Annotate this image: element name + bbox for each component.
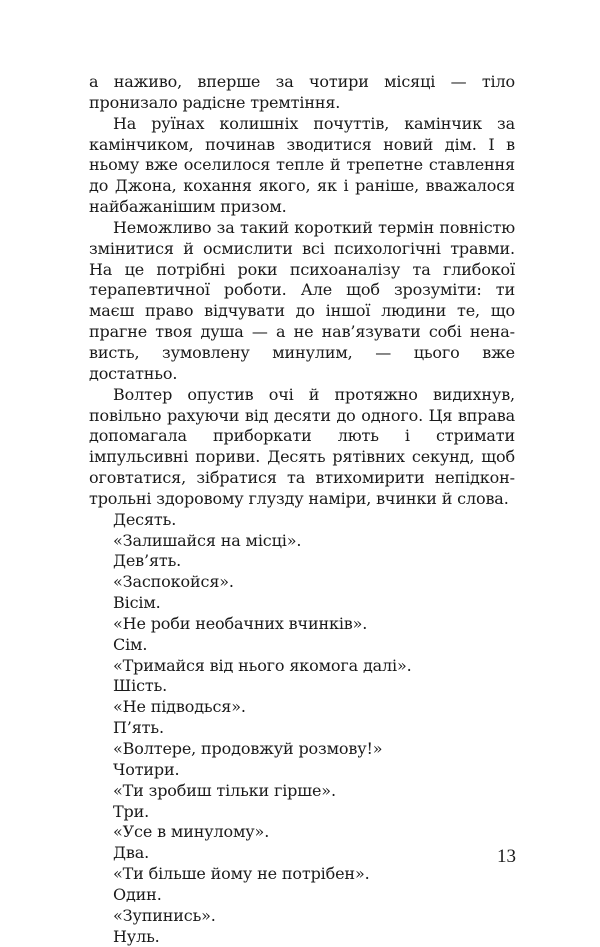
countdown-line: «Зупинись». <box>113 905 216 925</box>
countdown-line: Шість. <box>113 676 168 696</box>
countdown-line: Вісім. <box>113 593 161 613</box>
countdown-line: Сім. <box>113 634 148 654</box>
body-text <box>89 72 515 947</box>
countdown-line: «Ти зробиш тільки гірше». <box>113 780 336 800</box>
countdown-line: П’ять. <box>113 718 164 738</box>
paragraph-2: На руїнах колишніх почуттів, камінчик за камінчиком, починав зводитися новий дім. І в ньому вже оселилося тепле й трепетне ставлення до Джона, кохання якого, як і раніше, вважалося найбажанішим призом. <box>89 113 515 217</box>
countdown-line: Два. <box>113 843 150 863</box>
countdown-line: Нуль. <box>113 926 160 946</box>
paragraph-4: Волтер опустив очі й протяжно видихнув, повільно рахуючи від десяти до одного. Ця вправа допомагала приборкати лють і стримати імпульсивні пориви. Десять рятівних секунд, щоб оговтатися, зібратися та втихомирити непідконтрольні здоровому глузду наміри, вчинки й слова. <box>89 384 515 508</box>
paragraph-3: Неможливо за такий короткий термін повністю змінитися й осмислити всі психологічні травми. На це потрібні роки психоаналізу та глибокої терапевтичної роботи. Але щоб зрозуміти: ти маєш право відчувати до іншої людини те, що прагне твоя душа — а не нав’язувати собі ненависть, зумовлену минулим, — цього вже достатньо. <box>89 217 515 383</box>
countdown-line: «Не підводься». <box>113 697 246 717</box>
paragraph-1: а наживо, вперше за чотири місяці — тіло пронизало радісне тремтіння. <box>89 72 515 112</box>
countdown-line: Дев’ять. <box>113 551 182 571</box>
countdown-line: «Залишайся на місці». <box>113 530 302 550</box>
countdown-line: «Заспокойся». <box>113 572 234 592</box>
countdown-line: Один. <box>113 884 162 904</box>
countdown-line: Чотири. <box>113 759 180 779</box>
countdown-line: «Волтере, продовжуй розмову!» <box>113 739 383 758</box>
countdown-line: «Усе в минулому». <box>113 822 270 842</box>
countdown-line: Три. <box>113 801 150 821</box>
countdown-line: «Не роби необачних вчинків». <box>113 613 368 633</box>
page-number: 13 <box>497 846 516 867</box>
countdown-line: «Ти більше йому не потрібен». <box>113 864 370 884</box>
countdown-line: «Тримайся від нього якомога далі». <box>113 655 412 675</box>
countdown-line: Десять. <box>113 509 177 529</box>
